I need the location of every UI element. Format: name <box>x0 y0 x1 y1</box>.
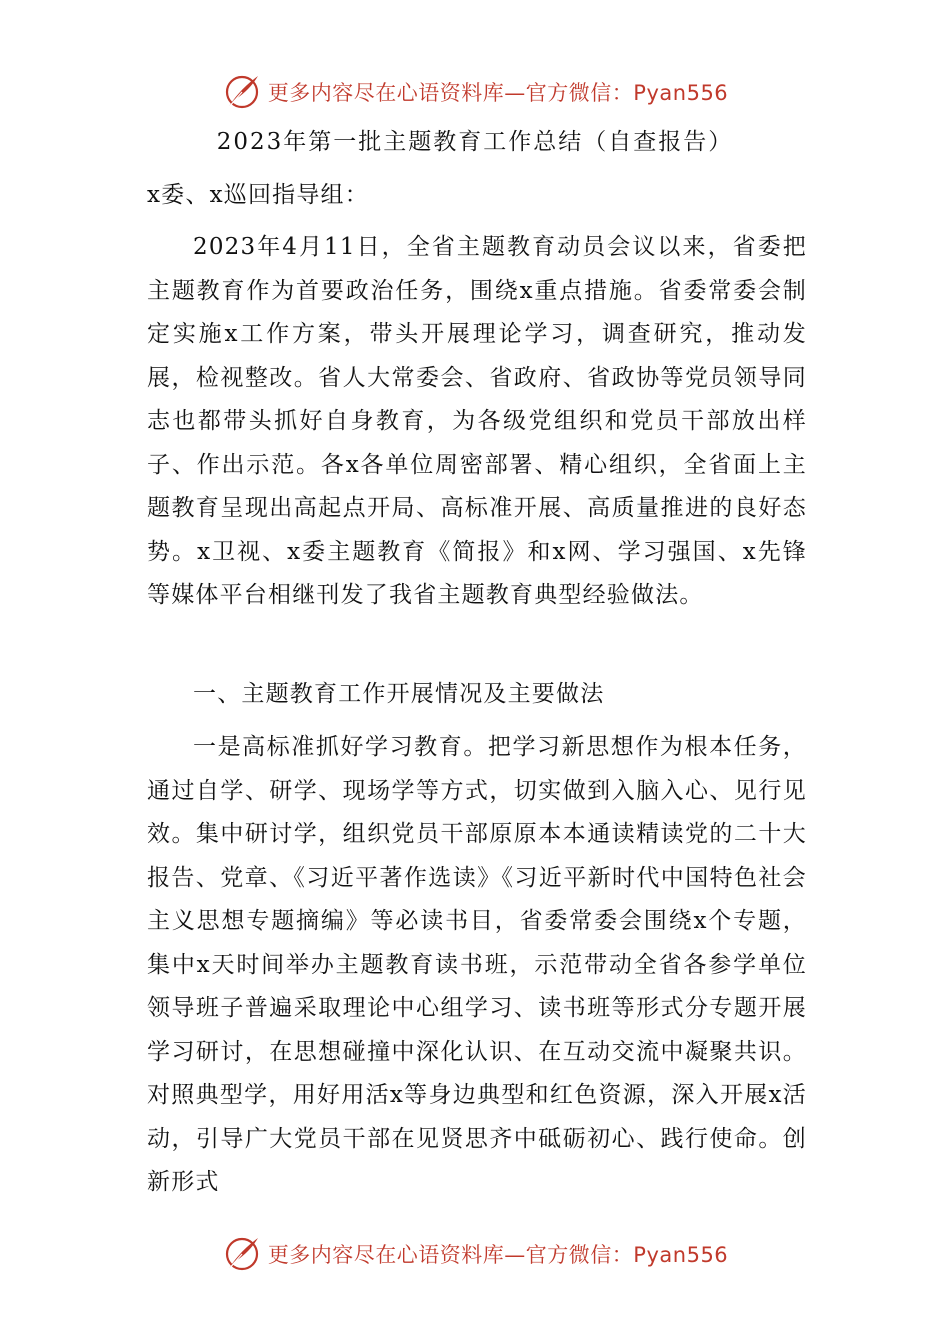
salutation: x委、x巡回指导组： <box>147 182 369 208</box>
footer-watermark <box>0 1232 950 1276</box>
watermark-text: 更多内容尽在心语资料库—官方微信：Pyan556 <box>267 81 729 105</box>
body-paragraph-2: 一是高标准抓好学习教育。把学习新思想作为根本任务，通过自学、研学、现场学等方式，切实做到入脑入心、见行见效。集中研讨学，组织党员干部原原本本通读精读党的二十大报告、党章、《习近平著作选读》《习近平新时代中国特色社会主义思想专题摘编》等必读书目，省委常委会围绕x个专题，集中x天时间举办主题教育读书班，示范带动全省各参学单位领导班子普遍采取理论中心组学习、读书班等形式分专题开展学习研讨，在思想碰撞中深化认识、在互动交流中凝聚共识。对照典型学，用好用活x等身边典型和红色资源，深入开展x活动，引导广大党员干部在见贤思齐中砥砺初心、践行使命。创新形式 <box>147 734 807 1195</box>
body-paragraph-1: 2023年4月11日，全省主题教育动员会议以来，省委把主题教育作为首要政治任务，围绕x重点措施。省委常委会制定实施x工作方案，带头开展理论学习，调查研究，推动发展，检视整改。省人大常委会、省政府、省政协等党员领导同志也都带头抓好自身教育，为各级党组织和党员干部放出样子、作出示范。各x各单位周密部署、精心组织，全省面上主题教育呈现出高起点开局、高标准开展、高质量推进的良好态势。x卫视、x委主题教育《简报》和x网、学习强国、x先锋等媒体平台相继刊发了我省主题教育典型经验做法。 <box>147 234 807 608</box>
header-watermark <box>0 70 950 114</box>
section-heading-1: 一、主题教育工作开展情况及主要做法 <box>193 681 605 707</box>
watermark-text: 更多内容尽在心语资料库—官方微信：Pyan556 <box>267 1243 729 1267</box>
document-title: 2023年第一批主题教育工作总结（自查报告） <box>216 129 734 155</box>
feather-pen-logo-icon <box>222 72 262 112</box>
feather-pen-logo-icon <box>222 1234 262 1274</box>
